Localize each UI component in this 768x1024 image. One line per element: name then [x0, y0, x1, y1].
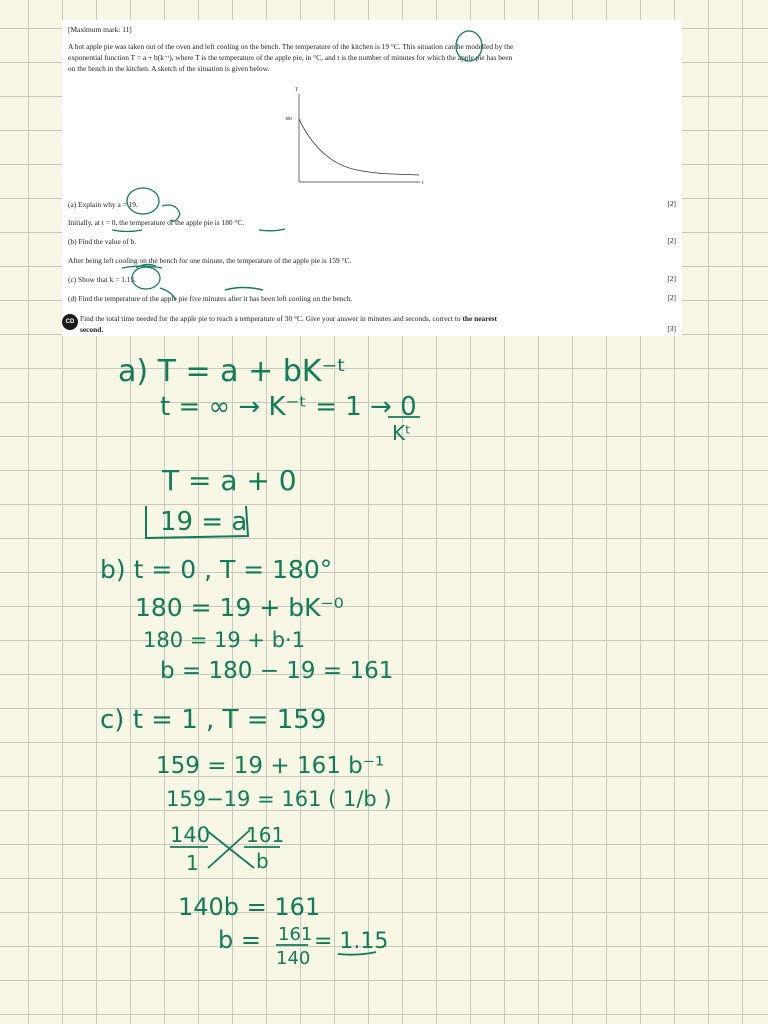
underline-d — [225, 288, 263, 291]
circle-annotation-k — [132, 267, 160, 289]
part-e-bold-1: the nearest — [462, 314, 497, 323]
part-e-text: Find the total time needed for the apple pie to reach a temperature of 30 °C. Give your answer in minutes and seconds, correct to — [80, 314, 461, 323]
initial-condition-text: Initially, at t = 0, the temperature of the apple pie is 180 °C. — [68, 218, 245, 227]
intro-line-1: A hot apple pie was taken out of the oven and left cooling on the bench. The temperature of the kitchen is 19 °C. This situation can be modelled by the — [68, 42, 514, 51]
after-one-minute-text: After being left cooling on the bench for one minute, the temperature of the apple pie is 159 °C. — [68, 256, 352, 265]
circle-annotation-a19 — [127, 188, 159, 214]
arrow-annotation-c — [160, 288, 176, 300]
y-axis-label: T — [295, 88, 298, 93]
part-a-marks: [2] — [667, 199, 676, 208]
circle-annotation-19 — [456, 31, 482, 61]
part-d-text: (d) Find the temperature of the apple pie five minutes after it has been left cooling on the bench. — [68, 294, 353, 303]
hw-line-c6-num: 161 — [278, 924, 313, 945]
part-c-marks: [2] — [667, 274, 676, 283]
y-tick-label: 180 — [285, 116, 292, 121]
hw-line-b1: b) t = 0 , T = 180° — [100, 555, 333, 584]
part-d-marks: [2] — [667, 293, 676, 302]
hw-line-c5: 140b = 161 — [178, 893, 321, 921]
hw-line-b3: 180 = 19 + b·1 — [143, 628, 306, 652]
hw-line-a1: a) T = a + bK⁻ᵗ — [118, 354, 347, 389]
hw-line-c2: 159 = 19 + 161 b⁻¹ — [156, 753, 385, 779]
part-a-text: (a) Explain why a = 19. — [68, 200, 138, 209]
hw-line-c3: 159−19 = 161 ( 1/b ) — [166, 787, 392, 811]
intro-line-3: on the bench in the kitchen. A sketch of the situation is given below. — [68, 64, 270, 73]
mark-header: [Maximum mark: 11] — [68, 25, 132, 34]
part-e-marks: [3] — [667, 324, 676, 333]
part-e-bold-2: second. — [80, 325, 104, 334]
hw-line-c4-num: 140 — [170, 823, 211, 847]
cd-badge: CD — [62, 314, 78, 330]
part-b-text: (b) Find the value of b. — [68, 237, 137, 246]
hw-line-a2: t = ∞ → K⁻ᵗ = 1 → 0 — [160, 392, 417, 422]
hw-line-c4-num2: 161 — [246, 823, 285, 847]
hw-line-a2-den: Kᵗ — [392, 421, 412, 445]
part-c-text: (c) Show that k = 1.15. — [68, 275, 137, 284]
intro-line-2: exponential function T = a + b(k⁻ᵗ), where T is the temperature of the apple pie, in °C, and t is the number of minutes for which the apple pie has been — [68, 53, 513, 62]
hw-line-c6-den: 140 — [276, 948, 311, 969]
underline-t0 — [112, 230, 142, 232]
hw-line-c4-den2: b — [256, 849, 269, 873]
hw-line-b2: 180 = 19 + bK⁻⁰ — [135, 593, 344, 622]
hw-line-b4: b = 180 − 19 = 161 — [160, 658, 394, 684]
part-b-marks: [2] — [667, 236, 676, 245]
underline-180 — [259, 229, 285, 231]
arrow-annotation-a — [162, 205, 180, 221]
hw-line-c6: b = — [218, 926, 261, 954]
hw-line-a4: 19 = a — [160, 507, 248, 537]
x-axis-label: t — [422, 181, 424, 186]
hw-line-c1: c) t = 1 , T = 159 — [100, 705, 327, 735]
hw-line-c6-result: = 1.15 — [314, 929, 389, 954]
hw-line-a3: T = a + 0 — [162, 464, 297, 497]
hw-line-c4-den: 1 — [186, 851, 199, 875]
